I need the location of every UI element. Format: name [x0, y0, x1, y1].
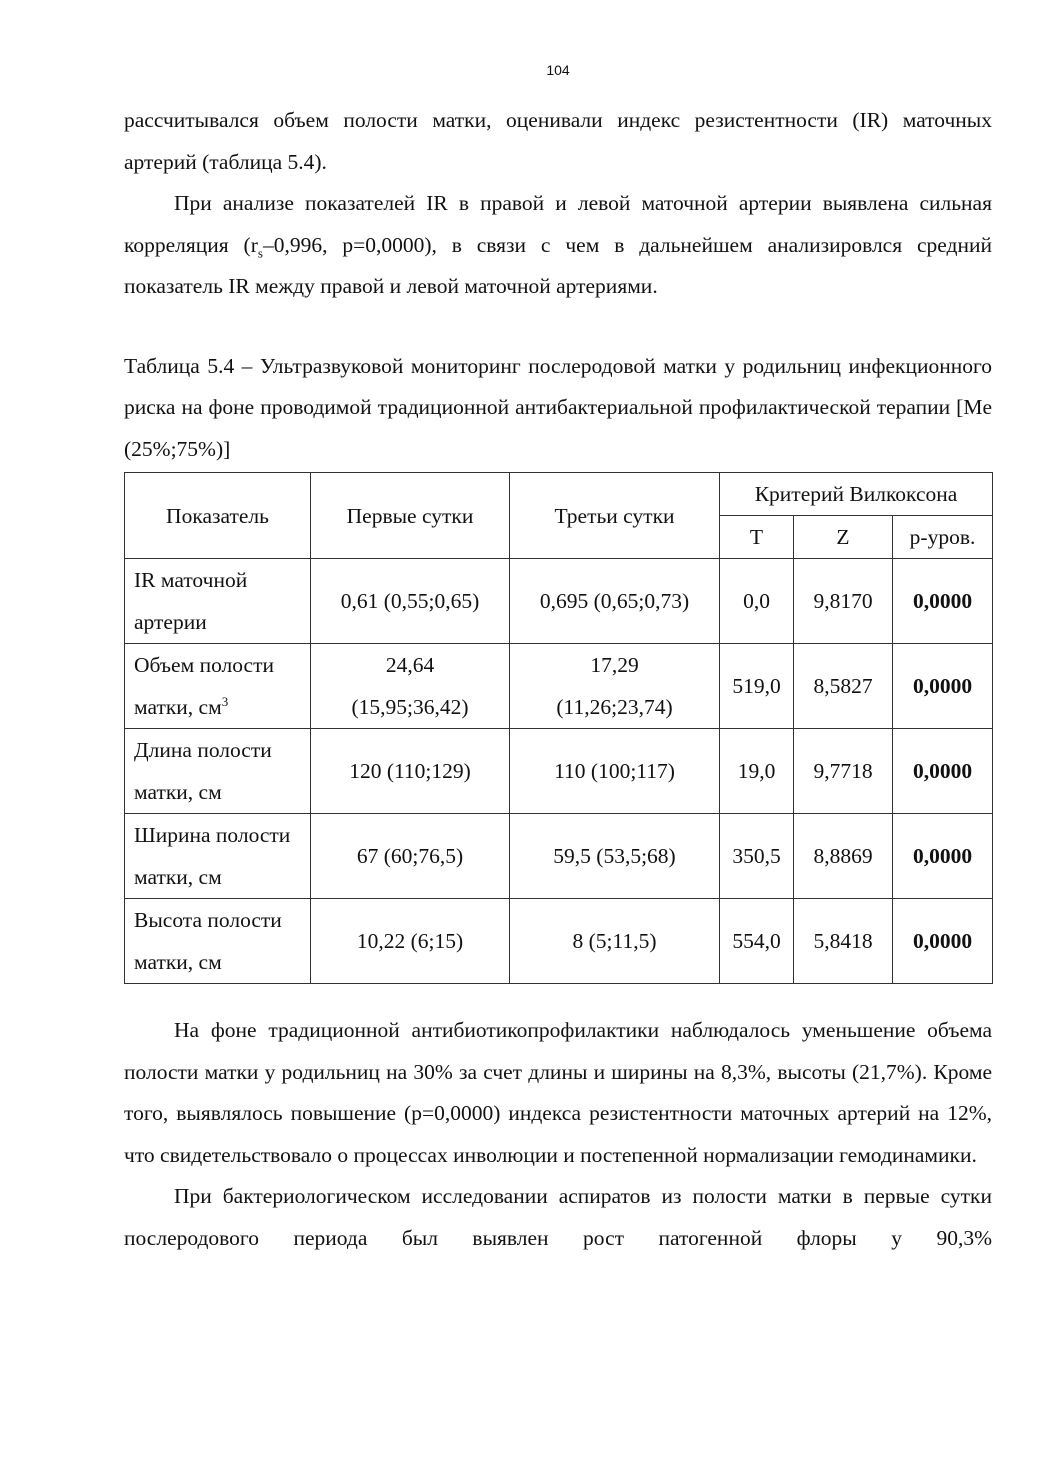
row-label-line1: IR маточной	[134, 568, 248, 592]
header-indicator: Показатель	[125, 473, 311, 559]
cell-day1	[311, 559, 510, 644]
t-value: 554,0	[732, 929, 781, 953]
day3-value: 110 (100;117)	[554, 759, 675, 783]
cell-day3	[510, 559, 720, 644]
day3-value: 0,695 (0,65;0,73)	[539, 589, 690, 613]
header-wilcoxon: Критерий Вилкоксона	[720, 473, 993, 516]
table-caption: Таблица 5.4 – Ультразвуковой мониторинг послеродовой матки у родильниц инфекционного риска на фоне проводимой традиционной антибактериальной профилактической терапии [Me (25%;75%)]	[124, 353, 992, 461]
row-label-line1: Объем полости	[134, 653, 275, 677]
cell-day3	[510, 899, 720, 984]
z-value: 8,5827	[813, 674, 873, 698]
cell-p	[893, 644, 993, 729]
p-value: 0,0000	[912, 589, 973, 613]
z-value: 5,8418	[813, 929, 873, 953]
cell-z	[794, 729, 893, 814]
cell-day3	[510, 644, 720, 729]
day1-value: 24,64	[385, 653, 435, 677]
row-label-line1: Высота полости	[134, 908, 282, 932]
day1-range: (15,95;36,42)	[351, 695, 469, 719]
cell-z	[794, 559, 893, 644]
cell-t	[720, 559, 794, 644]
cell-t	[720, 899, 794, 984]
row-label	[125, 814, 311, 899]
cell-p	[893, 559, 993, 644]
paragraph-2-part-a: При анализе показателей IR в правой и левой маточной артерии выявлена сильная корреляция (r	[124, 191, 992, 257]
paragraph-2-part-b: –0,996, p=0,0000), в связи с чем в дальнейшем анализировлся средний показатель IR между правой и левой маточной артериями.	[124, 232, 992, 298]
p-value: 0,0000	[912, 759, 973, 783]
row-label-line2: матки, см	[134, 950, 222, 974]
day3-range: (11,26;23,74)	[556, 695, 673, 719]
cell-day1	[311, 814, 510, 899]
day1-value: 10,22 (6;15)	[356, 929, 464, 953]
unit-superscript: 3	[221, 693, 229, 709]
cell-z	[794, 814, 893, 899]
row-label-line2: матки, см	[134, 865, 222, 889]
paragraph-2	[124, 183, 992, 308]
row-label-line2: матки, см	[134, 695, 222, 719]
cell-p	[893, 814, 993, 899]
cell-t	[720, 644, 794, 729]
z-value: 9,7718	[813, 759, 873, 783]
day3-value: 17,29	[590, 653, 639, 677]
table-row	[125, 559, 993, 644]
header-day3: Третьи сутки	[510, 473, 720, 559]
results-table	[124, 472, 993, 984]
t-value: 0,0	[743, 589, 770, 613]
row-label-line1: Длина полости	[134, 738, 272, 762]
t-value: 519,0	[732, 674, 781, 698]
day1-value: 0,61 (0,55;0,65)	[340, 589, 480, 613]
day3-value: 8 (5;11,5)	[572, 929, 657, 953]
header-z: Z	[794, 516, 893, 559]
day3-value: 59,5 (53,5;68)	[553, 844, 676, 868]
row-label	[125, 644, 311, 729]
cell-day3	[510, 814, 720, 899]
cell-z	[794, 644, 893, 729]
paragraph-1: рассчитывался объем полости матки, оценивали индекс резистентности (IR) маточных артерий (таблица 5.4).	[124, 108, 992, 174]
row-label	[125, 559, 311, 644]
cell-t	[720, 814, 794, 899]
table-row	[125, 644, 993, 729]
cell-p	[893, 729, 993, 814]
cell-p	[893, 899, 993, 984]
paragraph-4: При бактериологическом исследовании аспиратов из полости матки в первые сутки послеродового периода был выявлен рост патогенной флоры у 90,3%	[124, 1184, 992, 1250]
page-content	[124, 100, 992, 1259]
cell-day3	[510, 729, 720, 814]
row-label	[125, 899, 311, 984]
p-value: 0,0000	[912, 674, 973, 698]
cell-day1	[311, 729, 510, 814]
header-t: T	[720, 516, 794, 559]
z-value: 8,8869	[813, 844, 873, 868]
header-day1: Первые сутки	[311, 473, 510, 559]
cell-t	[720, 729, 794, 814]
rs-subscript: s	[257, 244, 263, 260]
day1-value: 67 (60;76,5)	[356, 844, 464, 868]
t-value: 350,5	[732, 844, 781, 868]
cell-z	[794, 899, 893, 984]
cell-day1	[311, 644, 510, 729]
row-label-line2: матки, см	[134, 780, 222, 804]
row-label-line1: Ширина полости	[134, 823, 291, 847]
table-row	[125, 814, 993, 899]
page-number: 104	[546, 62, 570, 78]
table-row	[125, 899, 993, 984]
p-value: 0,0000	[912, 844, 973, 868]
t-value: 19,0	[737, 759, 776, 783]
table-row	[125, 729, 993, 814]
day1-value: 120 (110;129)	[349, 759, 471, 783]
cell-day1	[311, 899, 510, 984]
p-value: 0,0000	[912, 929, 973, 953]
row-label	[125, 729, 311, 814]
paragraph-3: На фоне традиционной антибиотикопрофилактики наблюдалось уменьшение объема полости матки у родильниц на 30% за счет длины и ширины на 8,3%, высоты (21,7%). Кроме того, выявлялось повышение (p=0,0000) индекса резистентности маточных артерий на 12%, что свидетельствовало о процессах инволюции и постепенной нормализации гемодинамики.	[124, 1018, 992, 1167]
z-value: 9,8170	[813, 589, 873, 613]
row-label-line2: артерии	[134, 610, 207, 634]
header-p: р-уров.	[893, 516, 993, 559]
